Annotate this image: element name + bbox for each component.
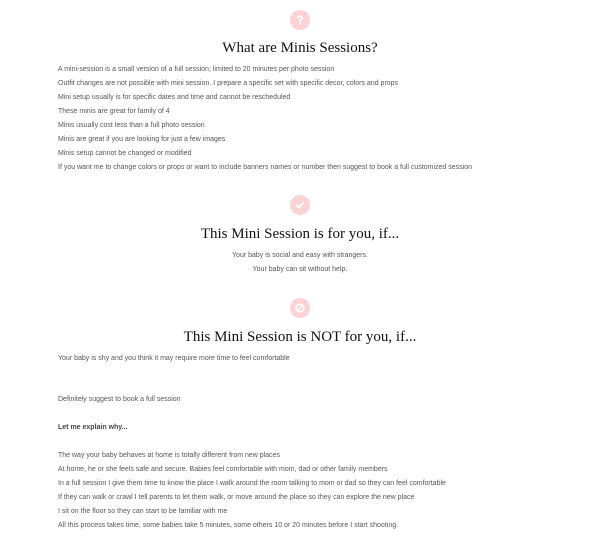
explain-line: All this process takes time, some babies take 5 minutes, some others 10 or 20 minutes before I start shooting. [58, 522, 399, 529]
explain-why-list [58, 449, 446, 533]
full-session-suggestion: Definitely suggest to book a full session [58, 396, 181, 403]
for-you-line: Your baby can sit without help. [252, 266, 348, 273]
minis-description-line: Outfit changes are not possible with mini session. I prepare a specific set with specific decor, colors and props [58, 80, 399, 87]
explain-line: In a full session I give them time to know the place I walk around the room talking to mom or dad so they can feel comfortable [58, 480, 446, 487]
explain-line: I sit on the floor so they can start to be familiar with me [58, 508, 228, 515]
question-icon [290, 10, 310, 30]
minis-description-line: These minis are great for family of 4 [58, 108, 170, 115]
minis-description-list [58, 63, 472, 175]
explain-line: If they can walk or crawl I tell parents to let them walk, or move around the place so they can explore the new place [58, 494, 415, 501]
explain-why-title: Let me explain why... [58, 424, 128, 431]
heading-not-for-you: This Mini Session is NOT for you, if... [183, 329, 417, 345]
ban-icon [290, 298, 310, 318]
minis-description-line: Mini setup usually is for specific dates and time and cannot be rescheduled [58, 94, 291, 101]
for-you-line: Your baby is social and easy with strangers. [232, 252, 368, 259]
heading-what-are-minis: What are Minis Sessions? [222, 40, 378, 56]
minis-description-line: Minis usually cost less than a full photo session [58, 122, 205, 129]
minis-description-line: Minis are great if you are looking for just a few images [58, 136, 226, 143]
heading-for-you: This Mini Session is for you, if... [200, 226, 400, 242]
check-icon [290, 195, 310, 215]
explain-line: At home, he or she feels safe and secure. Babies feel comfortable with mom, dad or other family members [58, 466, 388, 473]
minis-description-line: If you want me to change colors or props or want to include banners names or number then suggest to book a full customized session [58, 164, 473, 171]
explain-line: The way your baby behaves at home is totally different from new places [58, 452, 281, 459]
not-for-you-intro: Your baby is shy and you think it may require more time to feel comfortable [58, 355, 290, 362]
minis-description-line: Minis setup cannot be changed or modified [58, 150, 192, 157]
for-you-list [0, 249, 600, 277]
minis-description-line: A mini-session is a small version of a full session; limited to 20 minutes per photo session [58, 66, 335, 73]
